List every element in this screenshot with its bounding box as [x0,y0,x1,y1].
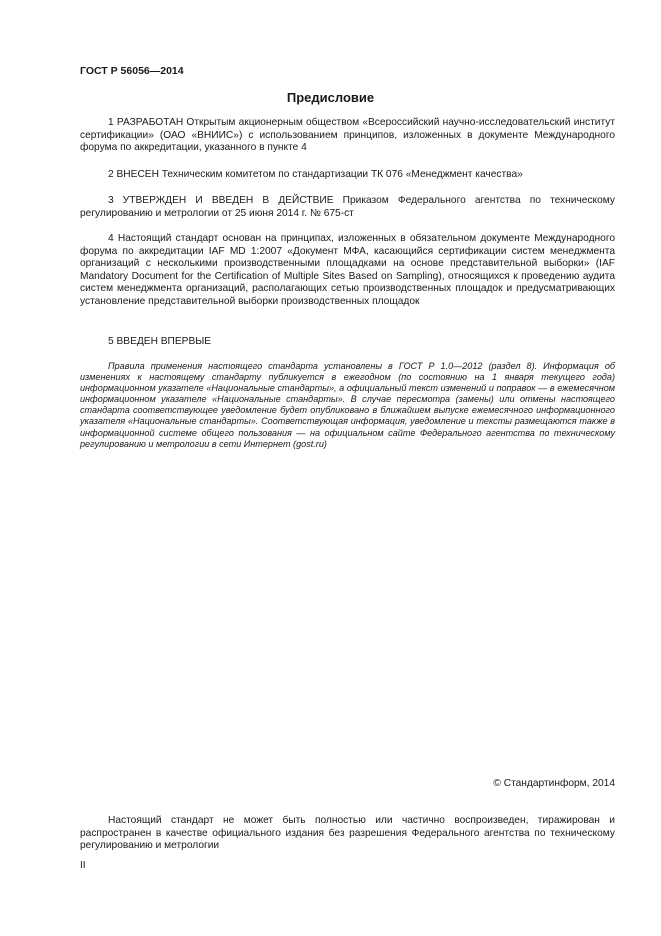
paragraph-1-developed: 1 РАЗРАБОТАН Открытым акционерным обществом «Всероссийский научно-исследовательский институт сертификации» (ОАО «ВНИИС») с использованием принципов, изложенных в документе Международного форума по аккредитации, указанного в пункте 4 [80,117,615,154]
paragraph-3-approved: 3 УТВЕРЖДЕН И ВВЕДЕН В ДЕЙСТВИЕ Приказом Федерального агентства по техническому регулированию и метрологии от 25 июня 2014 г. № 675-ст [80,195,615,219]
page-title: Предисловие [286,90,375,105]
reproduction-restriction-text: Настоящий стандарт не может быть полностью или частично воспроизведен, тиражирован и распространен в качестве официального издания без разрешения Федерального агентства по техническому регулированию и метрологии [80,815,615,852]
page-number: II [80,860,86,871]
application-rules-note: Правила применения настоящего стандарта установлены в ГОСТ Р 1.0—2012 (раздел 8). Информация об изменениях к настоящему стандарту публикуется в ежегодном (по состоянию на 1 января текущего года) информационном указателе «Национальные стандарты», а официальный текст изменений и поправок — в ежемесячном информационном указателе «Национальные стандарты». В случае пересмотра (замены) или отмены настоящего стандарта соответствующее уведомление будет опубликовано в ближайшем выпуске ежемесячного информационного указателя «Национальные стандарты». Соответствующая информация, уведомление и тексты размещаются также в информационной системе общего пользования — на официальном сайте Федерального агентства по техническому регулированию и метрологии в сети Интернет (gost.ru) [80,361,615,449]
document-header-code: ГОСТ Р 56056—2014 [80,65,184,77]
copyright-notice: © Стандартинформ, 2014 [493,778,615,789]
paragraph-4-based-on: 4 Настоящий стандарт основан на принципах, изложенных в обязательном документе Международного форума по аккредитации IAF MD 1:2007 «Документ МФА, касающийся сертификации систем менеджмента организаций с несколькими производственными площадками на основе представительной выборки» (IAF Mandatory Document for the Certification of Multiple Sites Based on Sampling), относящихся к проведению аудита систем менеджмента организаций, располагающих сетью производственных площадок и предусматривающих установление представительной выборки производственных площадок [80,233,615,307]
paragraph-5-introduced: 5 ВВЕДЕН ВПЕРВЫЕ [108,336,212,347]
paragraph-2-submitted: 2 ВНЕСЕН Техническим комитетом по стандартизации ТК 076 «Менеджмент качества» [108,169,523,180]
